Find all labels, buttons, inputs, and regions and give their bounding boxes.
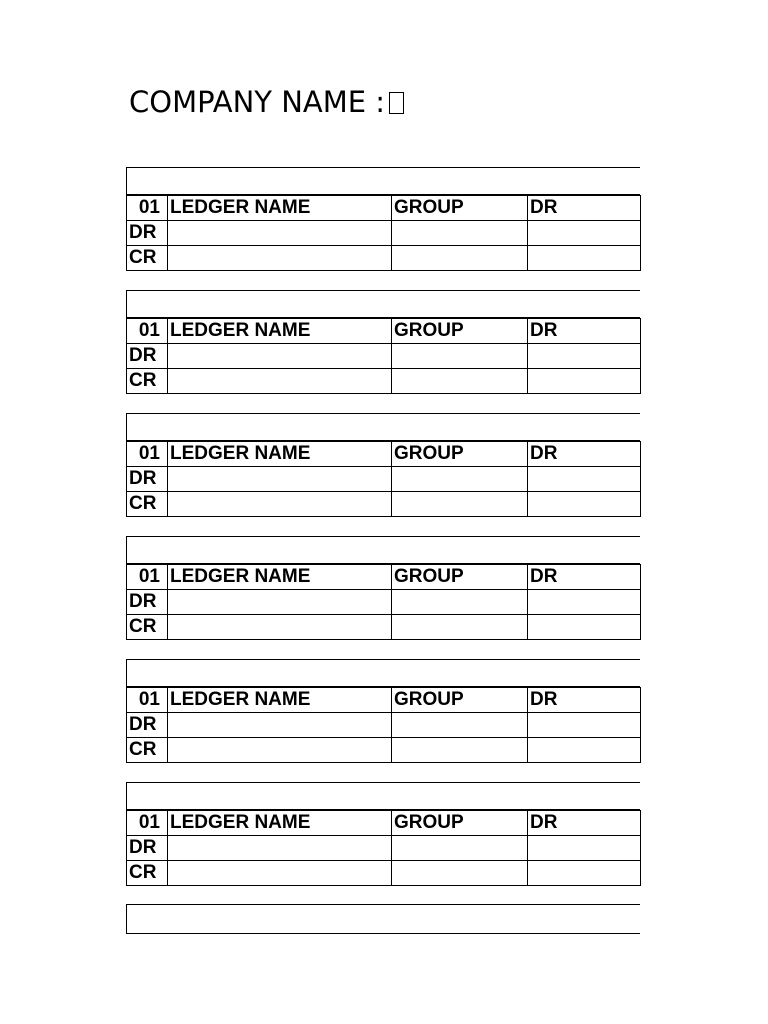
dr-amount-cell[interactable] — [528, 615, 641, 640]
group-header: GROUP — [392, 811, 528, 836]
ledger-table — [126, 564, 641, 640]
entry-number: 01 — [127, 442, 168, 467]
cr-row-label: CR — [127, 246, 168, 271]
ledger-name-cell[interactable] — [168, 590, 392, 615]
table-row — [127, 836, 641, 861]
ledger-entry-block — [126, 782, 640, 886]
ledger-name-cell[interactable] — [168, 615, 392, 640]
dr-row-label: DR — [127, 590, 168, 615]
group-header: GROUP — [392, 319, 528, 344]
group-header: GROUP — [392, 688, 528, 713]
ledger-name-cell[interactable] — [168, 467, 392, 492]
table-row — [127, 615, 641, 640]
cr-row-label: CR — [127, 492, 168, 517]
group-cell[interactable] — [392, 344, 528, 369]
ledger-name-cell[interactable] — [168, 369, 392, 394]
group-header: GROUP — [392, 442, 528, 467]
ledger-entry-block — [126, 413, 640, 517]
dr-amount-cell[interactable] — [528, 738, 641, 763]
dr-amount-cell[interactable] — [528, 221, 641, 246]
group-cell[interactable] — [392, 861, 528, 886]
group-cell[interactable] — [392, 246, 528, 271]
ledger-table — [126, 318, 641, 394]
entry-header-bar — [126, 536, 640, 564]
dr-amount-cell[interactable] — [528, 492, 641, 517]
dr-row-label: DR — [127, 344, 168, 369]
table-row — [127, 467, 641, 492]
table-row — [127, 590, 641, 615]
ledger-name-cell[interactable] — [168, 344, 392, 369]
ledger-table — [126, 810, 641, 886]
ledger-entry-block — [126, 659, 640, 763]
ledger-name-header: LEDGER NAME — [168, 565, 392, 590]
group-cell[interactable] — [392, 467, 528, 492]
ledger-name-header: LEDGER NAME — [168, 811, 392, 836]
cr-row-label: CR — [127, 861, 168, 886]
table-row — [127, 221, 641, 246]
dr-amount-cell[interactable] — [528, 590, 641, 615]
table-row — [127, 246, 641, 271]
dr-amount-cell[interactable] — [528, 344, 641, 369]
dr-row-label: DR — [127, 221, 168, 246]
group-header: GROUP — [392, 565, 528, 590]
company-name-label: COMPANY NAME : — [129, 85, 386, 119]
ledger-name-cell[interactable] — [168, 246, 392, 271]
ledger-name-cell[interactable] — [168, 738, 392, 763]
entry-number: 01 — [127, 196, 168, 221]
ledger-name-header: LEDGER NAME — [168, 196, 392, 221]
ledger-name-cell[interactable] — [168, 713, 392, 738]
group-cell[interactable] — [392, 836, 528, 861]
entry-number: 01 — [127, 319, 168, 344]
ledger-entry-block — [126, 167, 640, 271]
ledger-table — [126, 195, 641, 271]
company-name-heading — [129, 84, 404, 120]
ledger-name-header: LEDGER NAME — [168, 319, 392, 344]
dr-row-label: DR — [127, 467, 168, 492]
dr-header: DR — [528, 811, 641, 836]
cr-row-label: CR — [127, 369, 168, 394]
ledger-name-cell[interactable] — [168, 492, 392, 517]
table-row — [127, 492, 641, 517]
dr-amount-cell[interactable] — [528, 713, 641, 738]
entry-header-bar — [126, 782, 640, 810]
group-cell[interactable] — [392, 713, 528, 738]
group-header: GROUP — [392, 196, 528, 221]
ledger-name-cell[interactable] — [168, 861, 392, 886]
table-header-row — [127, 688, 641, 713]
table-header-row — [127, 442, 641, 467]
group-cell[interactable] — [392, 590, 528, 615]
dr-header: DR — [528, 442, 641, 467]
entry-header-bar — [126, 659, 640, 687]
ledger-table — [126, 441, 641, 517]
entry-header-bar — [126, 290, 640, 318]
dr-amount-cell[interactable] — [528, 836, 641, 861]
table-row — [127, 738, 641, 763]
table-header-row — [127, 565, 641, 590]
table-header-row — [127, 319, 641, 344]
dr-amount-cell[interactable] — [528, 369, 641, 394]
table-header-row — [127, 811, 641, 836]
group-cell[interactable] — [392, 738, 528, 763]
ledger-table — [126, 687, 641, 763]
ledger-name-header: LEDGER NAME — [168, 688, 392, 713]
table-row — [127, 713, 641, 738]
dr-row-label: DR — [127, 836, 168, 861]
group-cell[interactable] — [392, 369, 528, 394]
cr-row-label: CR — [127, 738, 168, 763]
group-cell[interactable] — [392, 492, 528, 517]
ledger-name-header: LEDGER NAME — [168, 442, 392, 467]
dr-amount-cell[interactable] — [528, 246, 641, 271]
entry-header-bar — [126, 167, 640, 195]
entry-number: 01 — [127, 688, 168, 713]
dr-header: DR — [528, 196, 641, 221]
dr-amount-cell[interactable] — [528, 467, 641, 492]
table-row — [127, 369, 641, 394]
dr-amount-cell[interactable] — [528, 861, 641, 886]
dr-header: DR — [528, 688, 641, 713]
dr-row-label: DR — [127, 713, 168, 738]
group-cell[interactable] — [392, 221, 528, 246]
entry-number: 01 — [127, 565, 168, 590]
dr-header: DR — [528, 319, 641, 344]
table-row — [127, 861, 641, 886]
missing-glyph-icon — [389, 92, 404, 114]
entry-number: 01 — [127, 811, 168, 836]
entry-header-bar — [126, 413, 640, 441]
dr-header: DR — [528, 565, 641, 590]
ledger-entry-block — [126, 536, 640, 640]
table-row — [127, 344, 641, 369]
ledger-entry-block — [126, 290, 640, 394]
entry-header-bar — [126, 904, 640, 934]
ledger-name-cell[interactable] — [168, 836, 392, 861]
group-cell[interactable] — [392, 615, 528, 640]
cr-row-label: CR — [127, 615, 168, 640]
table-header-row — [127, 196, 641, 221]
ledger-name-cell[interactable] — [168, 221, 392, 246]
